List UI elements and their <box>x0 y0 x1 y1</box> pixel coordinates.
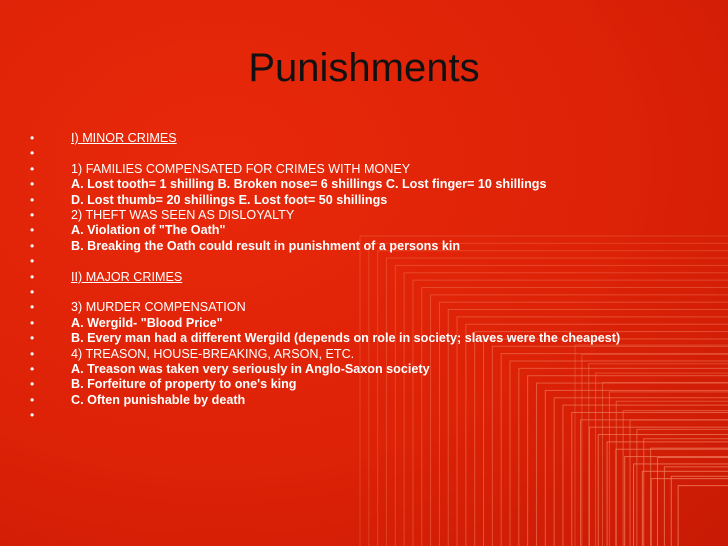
bullet-dot-icon: • <box>30 362 35 377</box>
bullet-dot-icon: • <box>30 238 35 253</box>
bullet-item <box>30 377 630 392</box>
bullet-text: B. Breaking the Oath could result in punishment of a persons kin <box>71 238 461 253</box>
bullet-dot-icon: • <box>30 146 35 161</box>
bullet-dot-icon: • <box>30 177 35 192</box>
bullet-text: A. Treason was taken very seriously in Anglo-Saxon society <box>71 362 430 377</box>
bullet-dot-icon: • <box>30 300 35 315</box>
bullet-item <box>30 300 630 315</box>
bullet-item <box>30 162 630 177</box>
bullet-dot-icon: • <box>30 223 35 238</box>
bullet-item <box>30 408 630 423</box>
decorative-line <box>589 427 728 546</box>
bullet-dot-icon: • <box>30 315 35 330</box>
bullet-item <box>30 347 630 362</box>
bullet-item <box>30 362 630 377</box>
bullet-item <box>30 393 630 408</box>
bullet-text: A. Lost tooth= 1 shilling B. Broken nose= 6 shillings C. Lost finger= 10 shillings <box>71 177 547 192</box>
bullet-text: I) MINOR CRIMES <box>71 131 177 145</box>
decorative-line <box>642 471 728 546</box>
bullet-item <box>30 131 630 146</box>
bullet-text: II) MAJOR CRIMES <box>71 269 183 284</box>
bullet-item <box>30 208 630 223</box>
bullet-text: A. Violation of "The Oath" <box>71 223 226 238</box>
bullet-text: 3) MURDER COMPENSATION <box>71 300 246 315</box>
bullet-text: 2) THEFT WAS SEEN AS DISLOYALTY <box>71 208 295 223</box>
bullet-dot-icon: • <box>30 377 35 392</box>
bullet-dot-icon: • <box>30 254 35 269</box>
bullet-dot-icon: • <box>30 208 35 223</box>
bullet-text: C. Often punishable by death <box>71 392 246 407</box>
bullet-dot-icon: • <box>30 161 35 176</box>
bullet-dot-icon: • <box>30 331 35 346</box>
bullet-item <box>30 270 630 285</box>
bullet-text: 4) TREASON, HOUSE-BREAKING, ARSON, ETC. <box>71 346 355 361</box>
bullet-dot-icon: • <box>30 285 35 300</box>
bullet-item <box>30 331 630 346</box>
bullet-text: D. Lost thumb= 20 shillings E. Lost foot= 50 shillings <box>71 192 388 207</box>
decorative-line <box>563 405 728 546</box>
bullet-dot-icon: • <box>30 131 35 145</box>
bullet-item <box>30 285 630 300</box>
bullet-list <box>30 131 630 424</box>
bullet-item <box>30 316 630 331</box>
bullet-text: B. Every man had a different Wergild (depends on role in society; slaves were the cheapest) <box>71 331 621 346</box>
bullet-dot-icon: • <box>30 346 35 361</box>
bullet-item <box>30 254 630 269</box>
decorative-line <box>625 457 728 546</box>
bullet-item <box>30 239 630 254</box>
bullet-item <box>30 193 630 208</box>
bullet-text: A. Wergild- "Blood Price" <box>71 315 223 330</box>
bullet-dot-icon: • <box>30 192 35 207</box>
bullet-item <box>30 146 630 161</box>
decorative-line <box>644 439 728 546</box>
decorative-line <box>616 401 728 546</box>
slide-title: Punishments <box>248 46 480 90</box>
decorative-line <box>651 479 728 546</box>
bullet-dot-icon: • <box>30 392 35 407</box>
decorative-line <box>651 448 728 546</box>
bullet-text: 1) FAMILIES COMPENSATED FOR CRIMES WITH MONEY <box>71 161 411 176</box>
decorative-line <box>671 476 728 546</box>
decorative-line <box>598 435 728 546</box>
bullet-dot-icon: • <box>30 408 35 423</box>
bullet-text: B. Forfeiture of property to one's king <box>71 377 297 392</box>
bullet-dot-icon: • <box>30 269 35 284</box>
bullet-item <box>30 223 630 238</box>
decorative-line <box>658 458 728 546</box>
decorative-line <box>678 486 728 546</box>
bullet-item <box>30 177 630 192</box>
